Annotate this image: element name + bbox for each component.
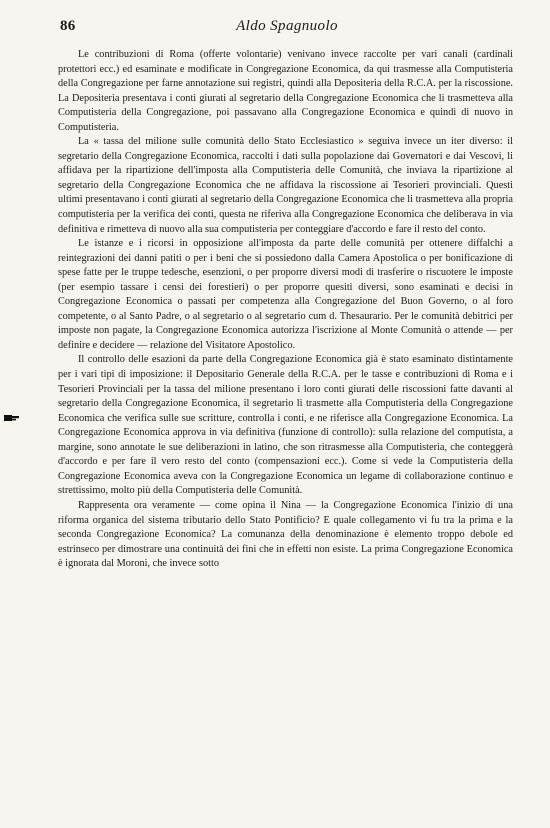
pointing-hand-icon bbox=[4, 412, 20, 424]
paragraph: Le istanze e i ricorsi in opposizione all'imposta da parte delle comunità per ottenere diffalchi a reintegrazioni dei danni patiti o per i beni che si possiedono dalla Camera Apostolica o per bonificazione di spese fatte per le truppe tedesche, esenzioni, o per proporre diversi modi di trasferire o riscuotere le imposte (per esempio tassare i censi dei forestieri) o per proporre quesiti diversi, sono esaminati e decisi in Congregazione Economica o passati per competenza alla Congregazione del Buon Governo, o al foro competente, o al Santo Padre, o al segretario o al segretario cum d. Thesaurario. Per le comunità debitrici per imposte non pagate, la Congregazione Economica autorizza l'iscrizione al Monte Comunità o attende — per definire e decidere — relazione del Visitatore Apostolico. bbox=[58, 238, 513, 351]
page-number: 86 bbox=[60, 18, 76, 34]
paragraph: La « tassa del milione sulle comunità dello Stato Ecclesiastico » seguiva invece un iter diverso: il segretario della Congregazione Economica, raccolti i dati sulla popolazione dai Governatori e dai Vescovi, li affidava per la ripartizione dell'imposta alla Computisteria delle Comunità, che inviava la ripartizione al segretario della Congregazione Economica che ne affidava la riscossione ai Tesorieri provinciali. Questi ultimi presentavano i conti giurati al segretario della Congregazione Economica che li trasmetteva alla propria computisteria per la verifica dei conti, questa ne riferiva alla Congregazione Economica che deliberava in via definitiva e rimetteva di nuovo alla sua computisteria per conteggiare d'accordo e fare il resto del conto. bbox=[58, 136, 513, 235]
running-head: Aldo Spagnuolo bbox=[236, 18, 338, 34]
page-header bbox=[0, 18, 550, 40]
paragraph: Rappresenta ora veramente — come opina il Nina — la Congregazione Economica l'inizio di una riforma organica del sistema tributario dello Stato Pontificio? E quale collegamento vi fu tra la prima e la seconda Congregazione Economica? La comunanza della denominazione è elemento troppo debole ed estrinseco per dimostrare una continuità dei fini che in effetti non esiste. La prima Congregazione Economica è ignorata dal Moroni, che invece sotto bbox=[58, 499, 513, 570]
paragraph: Il controllo delle esazioni da parte della Congregazione Economica già è stato esaminato distintamente per i vari tipi di imposizione: il Depositario Generale della R.C.A. per le tasse e contribuzioni di Roma e i Tesorieri Provinciali per la tassa del milione presentano i loro conti giurati delle riscossioni fatte davanti al segretario della Congregazione Economica, il segretario li trasmette alla Computisteria della Congregazione Economica che verifica sulle sue scritture, controlla i conti, e ne riferisce alla Congregazione Economica. La Congregazione Economica approva in via definitiva (funzione di controllo): sulla relazione del computista, a margine, sono annotate le sue deliberazioni in latino, che son ritrasmesse alla Computisteria, che conteggerà d'accordo e per fare il vero resto del conto (compensazioni ecc.). Come si vede la Computisteria della Congregazione Economica aveva con la Congregazione Economica un legame di collaborazione continuo e strettissimo, molto più della Computisteria delle Comunità. bbox=[58, 354, 513, 497]
paragraph: Le contribuzioni di Roma (offerte volontarie) venivano invece raccolte per vari canali (cardinali protettori ecc.) ed esaminate e modificate in Congregazione Economica, da qui trasmesse alla Computisteria della Congregazione per farne annotazione sui registri, quindi alla Depositeria della R.C.A. per la riscossione. La Depositeria presentava i conti giurati al segretario della Congregazione Economica che li trasmetteva alla Computisteria della Congregazione, poi passavano alla Congregazione Economica e quindi di nuovo in Computisteria. bbox=[58, 49, 513, 133]
body-text bbox=[58, 48, 513, 572]
